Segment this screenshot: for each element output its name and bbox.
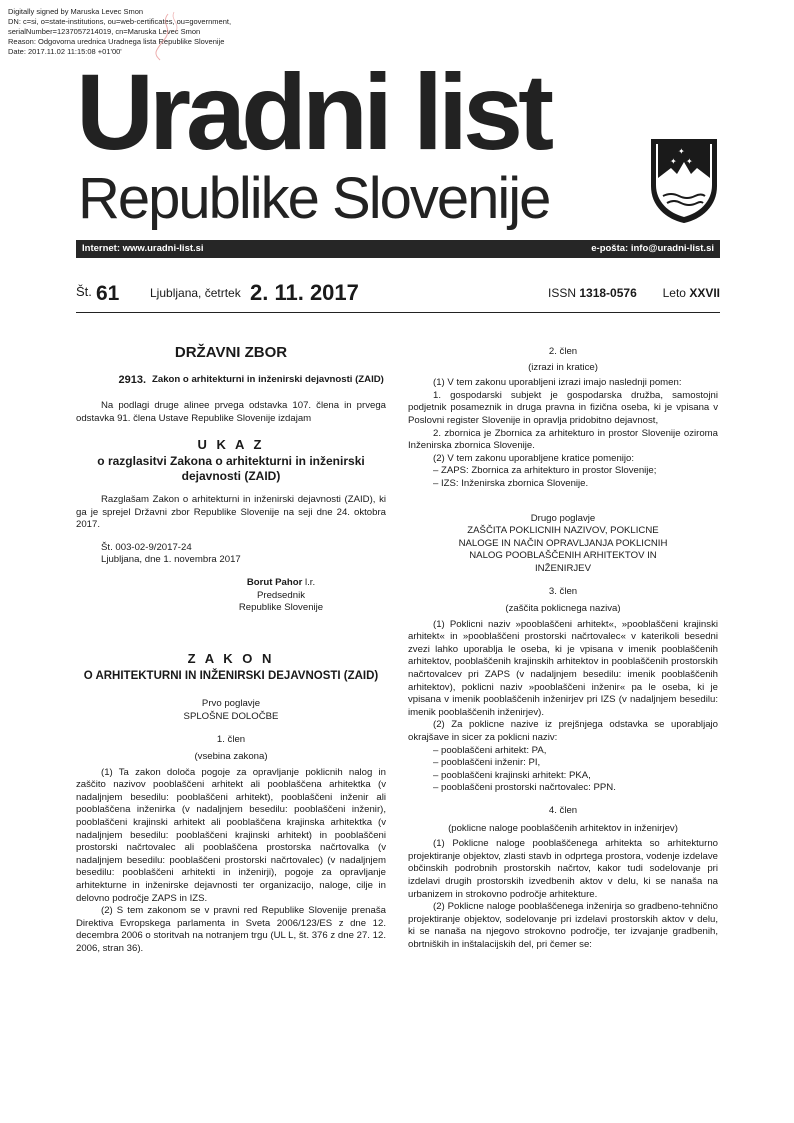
chapter-title: ZAŠČITA POKLICNIH NAZIVOV, POKLICNE NALOGE IN NAČIN OPRAVLJANJA POKLICNIH NALOG POOBLAŠČENIH ARHITEKTOV IN INŽENIRJEV	[458, 525, 668, 574]
abbreviation-item: – pooblaščeni arhitekt: PA,	[433, 744, 547, 756]
chapter-label: Prvo poglavje	[201, 698, 261, 710]
issue-number-label: Št.	[76, 284, 92, 299]
chapter-label: Drugo poglavje	[530, 512, 596, 524]
article-paragraph: (1) V tem zakonu uporabljeni izrazi imajo naslednji pomen:	[433, 377, 682, 389]
year-value: XXVII	[689, 286, 720, 300]
signature-line: Digitally signed by Maruska Levec Smon	[8, 7, 144, 16]
article-paragraph: (2) S tem zakonom se v pravni red Republike Slovenije prenaša Direktiva Evropskega parlamenta in Sveta 2006/123/ES z dne 12. decembra 2006 o storitvah na notranjem trgu (UL L, št. 376 z dne 27. 12. 2006, stran 36).	[76, 905, 386, 954]
article-paragraph: (2) Poklicne naloge pooblaščenega inženirja so gradbeno-tehnično projektiranje objektov, sodelovanje pri izdelavi prostorskih aktov v delu, ki se nanaša na njegovo strokovno področje, ter izvajanje gradbenih, obrtniških in inštalacijskih del, pri čemer se:	[408, 901, 718, 950]
issue-date: 2. 11. 2017	[250, 280, 359, 305]
act-number: 2913.	[118, 373, 146, 386]
signature-line: DN: c=si, o=state-institutions, ou=web-certificates, ou=government,	[8, 17, 232, 26]
reference-number: Št. 003-02-9/2017-24	[101, 541, 192, 553]
year-label: Leto	[662, 286, 686, 300]
article-paragraph: (1) Ta zakon določa pogoje za opravljanje poklicnih nalog in zaščito nazivov pooblaščeni arhitekt ali pooblaščena arhitektka (v nadaljnjem besedilu: pooblaščeni arhitekt), pooblaščeni inženir ali pooblaščena inženirka (v nadaljnjem besedilu: pooblaščeni inženir), pooblaščeni krajinski arhitekt ali pooblaščena krajinska arhitektka (v nadaljnjem besedilu: pooblaščeni krajinski arhitekt) in pooblaščeni prostorski načrtovalec ali pooblaščena prostorska načrtovalka (v nadaljnjem besedilu: pooblaščeni prostorski načrtovalec) (v nadaljnjem besedilu: pooblaščeni arhitekti in inženirji), pogoje za opravljanje arhitekturne in inženirske dejavnosti ter organizacijo, naloge, cilje in delovno področje ZAPS in IZS.	[76, 766, 386, 904]
proclamation-paragraph: Razglašam Zakon o arhitekturni in inženirski dejavnosti (ZAID), ki ga je sprejel Državni zbor Republike Slovenije na seji dne 24. oktobra 2017.	[76, 493, 386, 531]
svg-text:✦: ✦	[686, 157, 693, 166]
left-column	[76, 330, 386, 956]
signature-line: Date: 2017.11.02 11:15:08 +01'00'	[8, 47, 122, 56]
signer-suffix: l.r.	[302, 576, 316, 588]
issn-value: 1318-0576	[579, 286, 637, 300]
issn-label: ISSN	[548, 286, 577, 300]
act-heading	[76, 374, 386, 387]
year-info	[663, 286, 720, 300]
zakon-subtitle: O ARHITEKTURNI IN INŽENIRSKI DEJAVNOSTI (ZAID)	[83, 670, 379, 683]
article-number: 3. člen	[548, 585, 578, 597]
article-paragraph: (2) Za poklicne nazive iz prejšnjega odstavka se uporabljajo okrajšave in sicer za poklicni naziv:	[408, 719, 718, 744]
chapter-title: SPLOŠNE DOLOČBE	[183, 710, 279, 722]
article-title: (izrazi in kratice)	[528, 361, 598, 373]
article-title: (zaščita poklicnega naziva)	[505, 603, 621, 615]
article-number: 1. člen	[216, 733, 246, 745]
ukaz-heading: U K A Z	[197, 437, 265, 453]
signer-name-line	[76, 577, 386, 590]
slovenia-coat-of-arms-icon	[649, 138, 719, 224]
abbreviation-item: – ZAPS: Zbornica za arhitekturo in prostor Slovenije;	[433, 465, 657, 477]
article-paragraph: (1) Poklicni naziv »pooblaščeni arhitekt«, »pooblaščeni krajinski arhitekt« in »pooblaščeni prostorski načrtovalec« v katerikoli besedni zvezi lahko uporablja le oseba, ki je vpisana v imenik pooblaščenih arhitektov, pooblaščenih krajinskih arhitektov in pooblaščenih prostorskih načrtovalcev pri ZAPS (v nadaljnjem besedilu: imenik pooblaščenih arhitektov), poklicni naziv »pooblaščeni inženir« pa le oseba, ki je vpisana v imenik pooblaščenih inženirjev pri IZS (v nadaljnjem besedilu: imenik pooblaščenih inženirjev).	[408, 618, 718, 718]
masthead-contact-bar	[76, 240, 720, 258]
article-paragraph: (1) Poklicne naloge pooblaščenega arhitekta so arhitekturno projektiranje objektov, zlasti stavb in odprtega prostora, vodenje izdelave občinskih podrobnih prostorskih načrtov, kakor tudi sodelovanje pri izdelavi drugih prostorskih izvedbenih aktov v delu, ki se nanaša na urbanizem in strokovno področje arhitekture.	[408, 838, 718, 900]
signer-name: Borut Pahor	[246, 576, 303, 588]
svg-text:✦: ✦	[678, 147, 685, 156]
abbreviation-item: – pooblaščeni prostorski načrtovalec: PPN.	[433, 782, 616, 794]
signer-role: Predsednik	[257, 589, 305, 601]
article-number: 2. člen	[548, 346, 578, 357]
header-divider	[76, 312, 720, 313]
ukaz-subtitle: o razglasitvi Zakona o arhitekturni in inženirski dejavnosti (ZAID)	[97, 453, 365, 483]
article-title: (vsebina zakona)	[194, 751, 268, 763]
abbreviation-item: – IZS: Inženirska zbornica Slovenije.	[433, 477, 589, 489]
masthead-subtitle: Republike Slovenije	[78, 166, 550, 231]
issn-info	[548, 286, 637, 300]
internet-link[interactable]: Internet: www.uradni-list.si	[82, 243, 204, 254]
signature-line: Reason: Odgovorna urednica Uradnega lista Republike Slovenije	[8, 37, 225, 46]
signature-line: serialNumber=1237057214019, cn=Maruska Levec Smon	[8, 27, 201, 36]
article-item: 2. zbornica je Zbornica za arhitekturo in prostor Slovenije oziroma Inženirska zbornica Slovenije.	[408, 427, 718, 452]
signer-organization: Republike Slovenije	[238, 602, 324, 614]
masthead-title: Uradni list	[76, 51, 550, 172]
article-title: (poklicne naloge pooblaščenih arhitektov in inženirjev)	[448, 822, 678, 834]
issue-info-row	[76, 280, 720, 310]
reference-date: Ljubljana, dne 1. novembra 2017	[101, 554, 241, 566]
abbreviation-item: – pooblaščeni inženir: PI,	[433, 757, 541, 769]
intro-paragraph: Na podlagi druge alinee prvega odstavka 107. člena in prvega odstavka 91. člena Ustave Republike Slovenije izdajam	[76, 400, 386, 424]
issue-number: 61	[96, 282, 120, 305]
abbreviation-item: – pooblaščeni krajinski arhitekt: PKA,	[433, 769, 591, 781]
article-paragraph: (2) V tem zakonu uporabljene kratice pomenijo:	[433, 452, 635, 464]
article-number: 4. člen	[548, 805, 578, 816]
right-column	[408, 346, 718, 952]
issue-place-day: Ljubljana, četrtek	[150, 286, 241, 300]
section-heading: DRŽAVNI ZBOR	[174, 344, 288, 361]
act-title: Zakon o arhitekturni in inženirski dejavnosti (ZAID)	[152, 373, 384, 385]
email-link[interactable]: e-pošta: info@uradni-list.si	[591, 243, 714, 254]
article-item: 1. gospodarski subjekt je gospodarska družba, samostojni podjetnik posameznik in druga pravna in fizična oseba, ki je vpisana v Poslovni register Slovenije in opravlja pridobitno dejavnost,	[408, 389, 718, 426]
zakon-heading: Z A K O N	[187, 650, 275, 666]
svg-text:✦: ✦	[670, 157, 677, 166]
